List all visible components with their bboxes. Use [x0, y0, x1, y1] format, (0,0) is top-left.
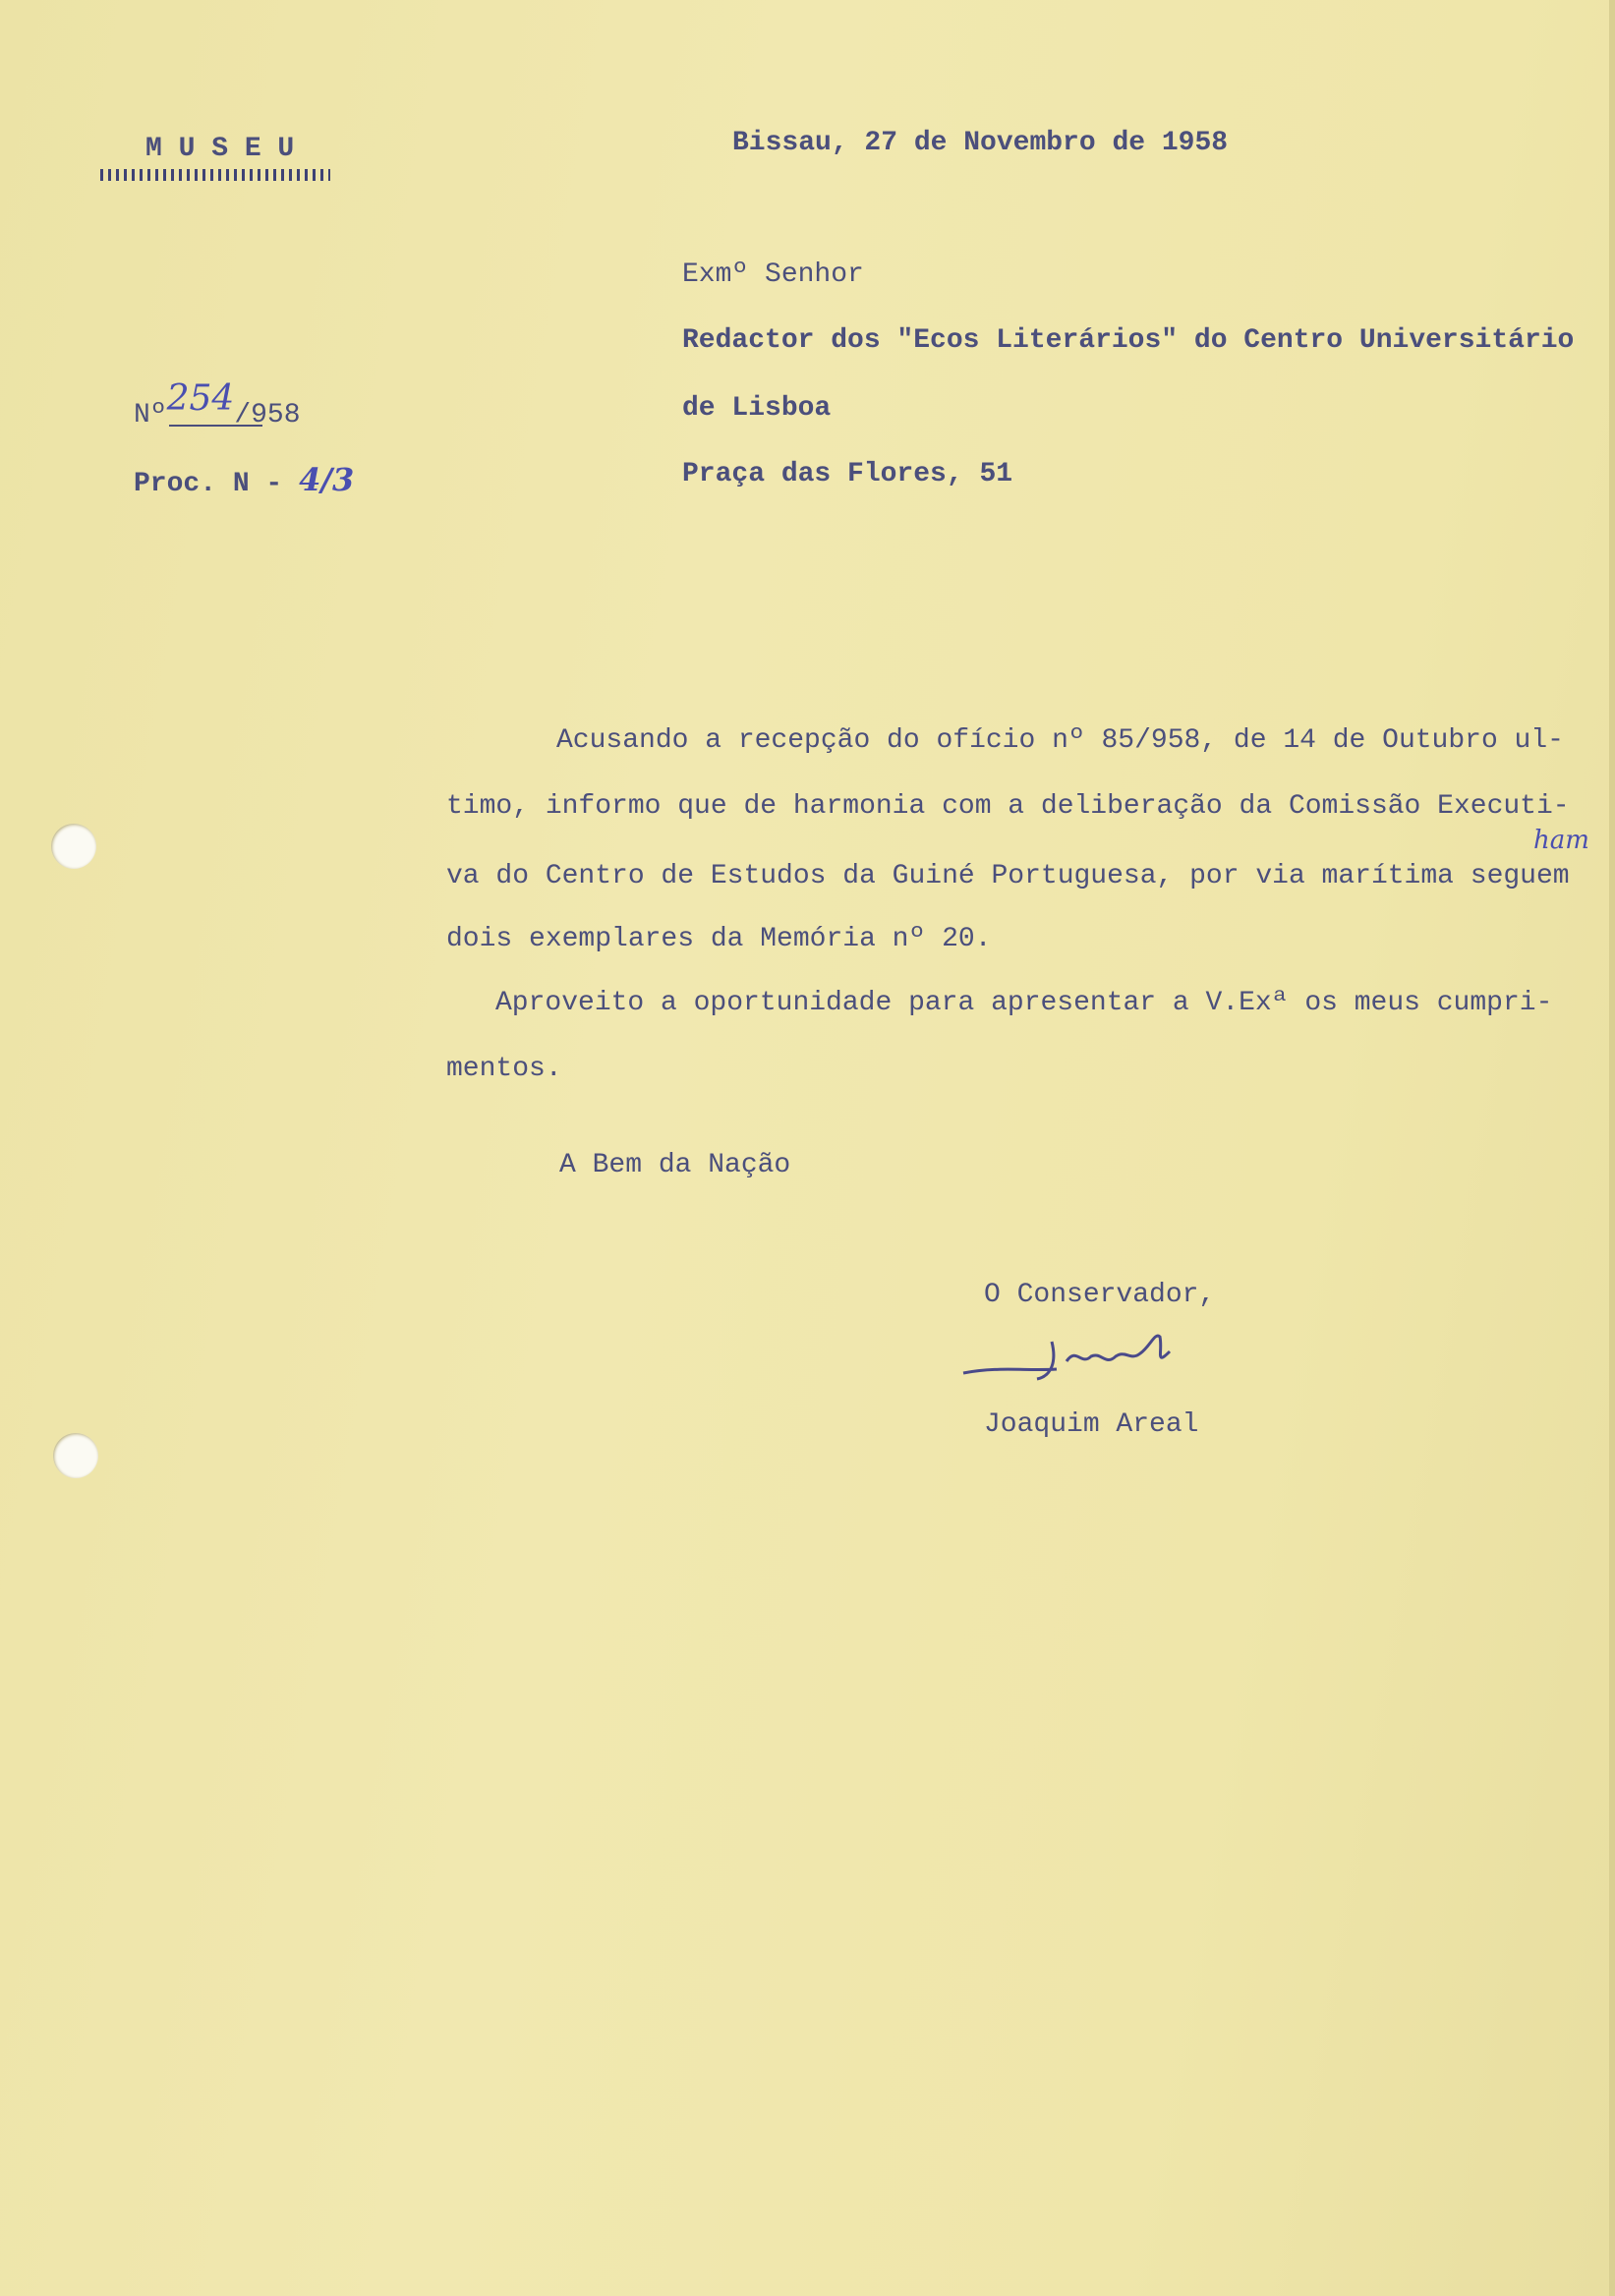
punch-hole [51, 824, 96, 869]
addressee-line: de Lisboa [682, 393, 832, 424]
body-line: Acusando a recepção do ofício nº 85/958, de 14 de Outubro ul- [556, 725, 1564, 756]
body-line: dois exemplares da Memória nº 20. [446, 924, 992, 954]
signatory-name: Joaquim Areal [984, 1409, 1199, 1440]
number-suffix: /958 [234, 400, 301, 430]
institution-underline [100, 169, 330, 181]
date-line: Bissau, 27 de Novembro de 1958 [732, 128, 1229, 158]
addressee-line: Redactor dos "Ecos Literários" do Centro Universitário [682, 325, 1575, 356]
body-line: Aproveito a oportunidade para apresentar a V.Exª os meus cumpri- [495, 988, 1553, 1018]
body-line: mentos. [446, 1054, 562, 1084]
proc-typed: N - [232, 469, 283, 499]
signature [958, 1322, 1224, 1391]
addressee-line: Exmº Senhor [682, 259, 864, 290]
proc-handwritten: 4/3 [299, 461, 355, 498]
body-line: timo, informo que de harmonia com a deliberação da Comissão Executi- [446, 791, 1570, 822]
body-line: va do Centro de Estudos da Guiné Portuguesa, por via marítima seguem [446, 861, 1570, 891]
handwritten-correction: ham [1533, 826, 1589, 855]
institution-heading: M U S E U [145, 134, 295, 164]
signatory-title: O Conservador, [984, 1280, 1216, 1310]
punch-hole [53, 1433, 98, 1478]
number-underline [169, 425, 262, 427]
closing-salutation: A Bem da Nação [559, 1150, 791, 1180]
proc-reference [134, 461, 355, 500]
number-prefix: Nº [134, 400, 167, 430]
addressee-line: Praça das Flores, 51 [682, 459, 1013, 489]
proc-label: Proc. [134, 469, 217, 499]
paper-edge [1609, 0, 1615, 2296]
handwritten-number: 254 [166, 378, 235, 419]
